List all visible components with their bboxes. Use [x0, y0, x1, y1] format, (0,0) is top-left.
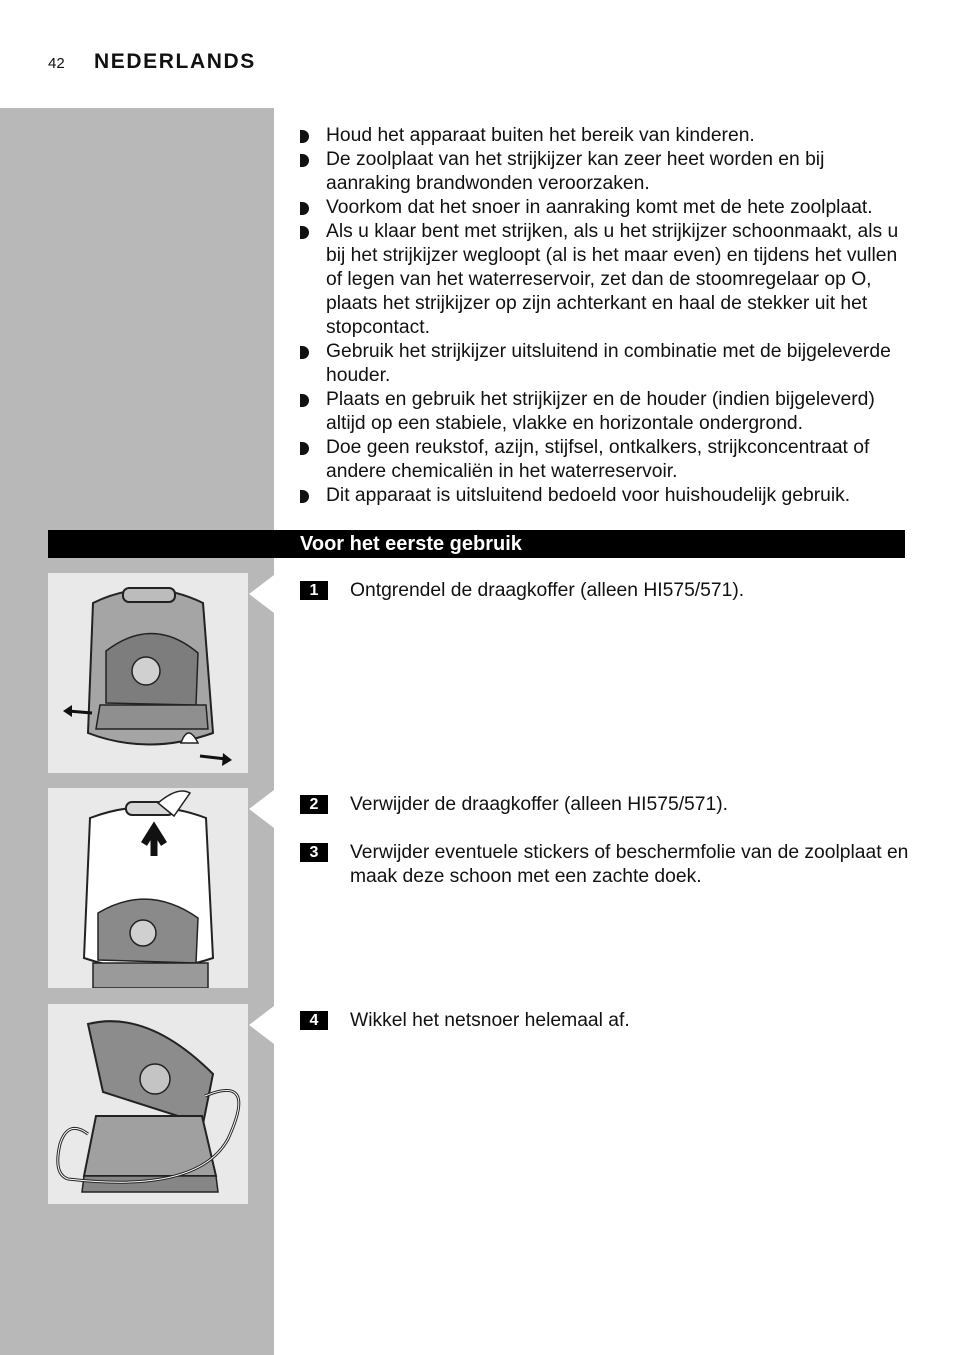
bullet-icon: [300, 346, 309, 359]
step-2: [300, 793, 910, 817]
safety-item: [300, 196, 910, 220]
bullet-icon: [300, 202, 309, 215]
step-text: Ontgrendel de draagkoffer (alleen HI575/571).: [350, 580, 745, 601]
carry-case-iron-illustration: [48, 573, 248, 773]
step-number-badge: 2: [300, 795, 328, 814]
language-heading: NEDERLANDS: [94, 50, 256, 73]
safety-list: [300, 124, 910, 508]
bullet-icon: [300, 442, 309, 455]
step-1: [300, 579, 910, 603]
safety-item: [300, 124, 910, 148]
figure-pointer: [249, 575, 274, 613]
safety-item: [300, 388, 910, 436]
step-number-badge: 1: [300, 581, 328, 600]
lift-case-illustration: [48, 788, 248, 988]
bullet-icon: [300, 154, 309, 167]
bullet-icon: [300, 490, 309, 503]
safety-text: Doe geen reukstof, azijn, stijfsel, ontkalkers, strijkconcentraat of andere chemicaliën in het waterreservoir.: [326, 437, 870, 482]
bullet-icon: [300, 226, 309, 239]
bullet-icon: [300, 394, 309, 407]
safety-text: Houd het apparaat buiten het bereik van kinderen.: [326, 125, 755, 146]
section-heading-bar: [48, 530, 905, 558]
iron-stand-cord-illustration: [48, 1004, 248, 1204]
step-text: Wikkel het netsnoer helemaal af.: [350, 1010, 630, 1031]
step-number-badge: 3: [300, 843, 328, 862]
page-number: 42: [48, 55, 65, 72]
step-4: [300, 1009, 910, 1033]
safety-text: Plaats en gebruik het strijkijzer en de houder (indien bijgeleverd) altijd op een stabiele, vlakke en horizontale ondergrond.: [326, 389, 875, 434]
safety-item: [300, 484, 910, 508]
safety-item: [300, 148, 910, 196]
safety-text: Dit apparaat is uitsluitend bedoeld voor huishoudelijk gebruik.: [326, 485, 851, 506]
safety-text: De zoolplaat van het strijkijzer kan zeer heet worden en bij aanraking brandwonden veroorzaken.: [326, 149, 825, 194]
step-number-badge: 4: [300, 1011, 328, 1030]
safety-item: [300, 340, 910, 388]
safety-text: Voorkom dat het snoer in aanraking komt met de hete zoolplaat.: [326, 197, 873, 218]
figure-remove-case: [48, 788, 248, 988]
figure-pointer: [249, 790, 274, 828]
safety-text: Als u klaar bent met strijken, als u het strijkijzer schoonmaakt, als u bij het strijkijzer wegloopt (al is het maar even) en tijdens het vullen of legen van het waterreservoir, zet dan de stoomregelaar op O, plaats het strijkijzer op zijn achterkant en haal de stekker uit het stopcontact.: [326, 221, 899, 338]
figure-pointer: [249, 1006, 274, 1044]
figure-unwind-cord: [48, 1004, 248, 1204]
step-3: [300, 841, 910, 889]
step-text: Verwijder de draagkoffer (alleen HI575/571).: [350, 794, 728, 815]
safety-item: [300, 436, 910, 484]
figure-unlock-case: [48, 573, 248, 773]
step-text: Verwijder eventuele stickers of beschermfolie van de zoolplaat en maak deze schoon met een zachte doek.: [350, 842, 909, 887]
safety-item: [300, 220, 910, 340]
bullet-icon: [300, 130, 309, 143]
safety-text: Gebruik het strijkijzer uitsluitend in combinatie met de bijgeleverde houder.: [326, 341, 891, 386]
section-title: Voor het eerste gebruik: [300, 533, 522, 555]
